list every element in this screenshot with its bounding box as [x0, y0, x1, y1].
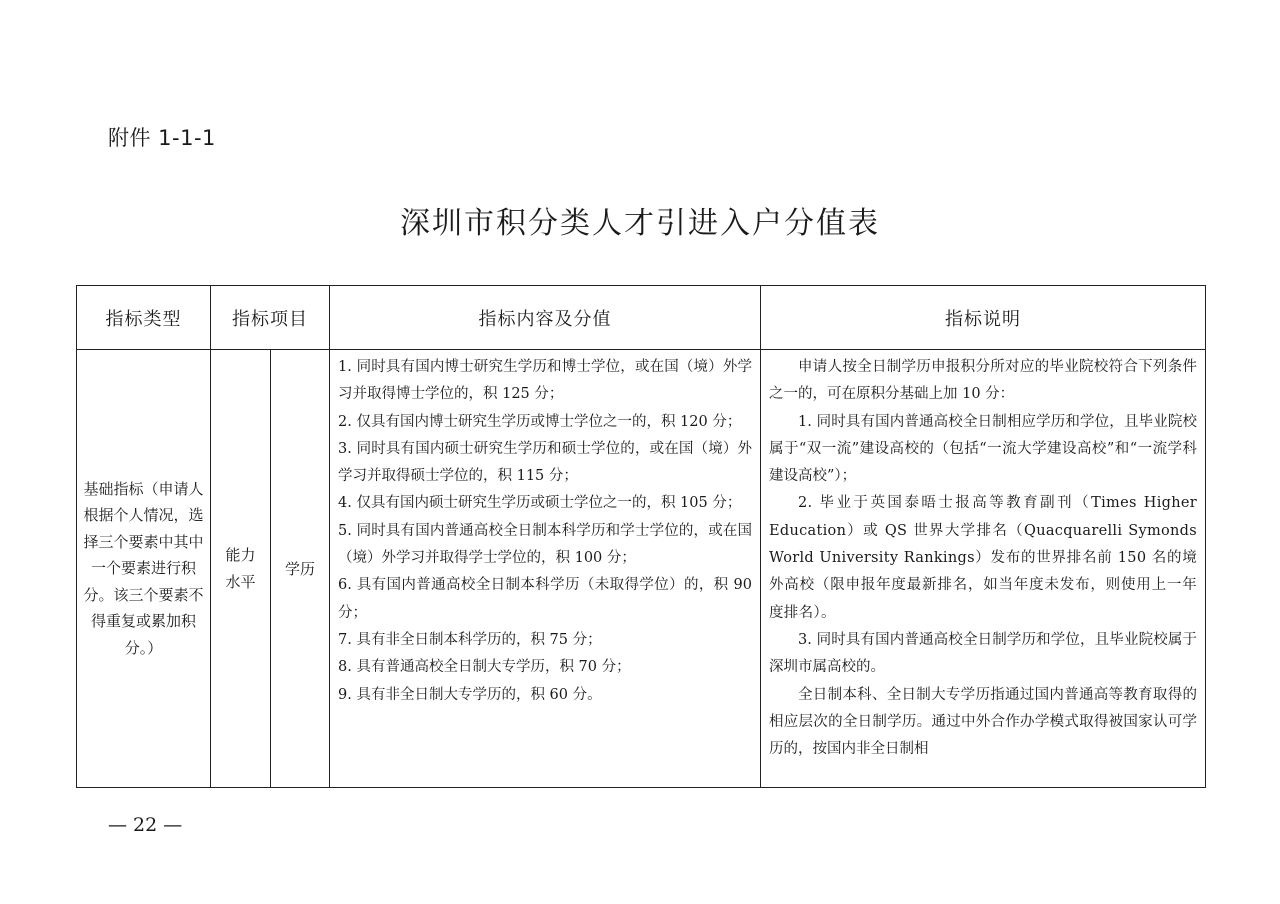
- content-item-4: 4. 仅具有国内硕士研究生学历或硕士学位之一的，积 105 分；: [338, 495, 742, 512]
- content-item-1: 1. 同时具有国内博士研究生学历和博士学位，或在国（境）外学习并取得博士学位的，积 125 分；: [338, 359, 752, 403]
- content-item-5: 5. 同时具有国内普通高校全日制本科学历和学士学位的，或在国（境）外学习并取得学士学位的，积 100 分；: [338, 522, 752, 567]
- content-item-3: 3. 同时具有国内硕士研究生学历和硕士学位的，或在国（境）外学习并取得硕士学位的，积 115 分；: [338, 440, 752, 485]
- note-item-2: 2. 毕业于英国泰晤士报高等教育副刊（Times Higher Education）或 QS 世界大学排名（Quacquarelli Symonds World University Rankings）发布的世界排名前 150 名的境外高校（限申报年度最新排名，如当年度未发布，则使用上一年度排名）。: [769, 495, 1197, 621]
- content-item-8: 8. 具有普通高校全日制大专学历，积 70 分；: [338, 659, 631, 676]
- note-fulltime-definition: 全日制本科、全日制大专学历指通过国内普通高等教育取得的相应层次的全日制学历。通过中外合作办学模式取得被国家认可学历的，按国内非全日制相: [769, 686, 1197, 758]
- content-item-9: 9. 具有非全日制大专学历的，积 60 分。: [338, 686, 602, 703]
- header-content: 指标内容及分值: [330, 286, 761, 350]
- note-item-1: 1. 同时具有国内普通高校全日制相应学历和学位，且毕业院校属于“双一流”建设高校的（包括“一流大学建设高校”和“一流学科建设高校”）；: [769, 413, 1197, 485]
- content-item-6: 6. 具有国内普通高校全日制本科学历（未取得学位）的，积 90 分；: [338, 577, 752, 621]
- content-item-2: 2. 仅具有国内博士研究生学历或博士学位之一的，积 120 分；: [338, 413, 742, 430]
- note-item-3: 3. 同时具有国内普通高校全日制学历和学位，且毕业院校属于深圳市属高校的。: [769, 631, 1197, 676]
- note-intro: 申请人按全日制学历申报积分所对应的毕业院校符合下列条件之一的，可在原积分基础上加 10 分：: [769, 359, 1197, 403]
- score-table: [76, 285, 1206, 788]
- indicator-note-cell: [761, 350, 1206, 788]
- header-note: 指标说明: [761, 286, 1206, 350]
- indicator-item-main: 能力水平: [225, 545, 256, 591]
- document-title: 深圳市积分类人才引进入户分值表: [400, 206, 880, 241]
- header-item: 指标项目: [211, 286, 330, 350]
- attachment-label: 附件 1-1-1: [108, 126, 216, 150]
- header-type: 指标类型: [77, 286, 211, 350]
- indicator-content-cell: [330, 350, 761, 788]
- indicator-type-cell: 基础指标（申请人根据个人情况，选择三个要素中其中一个要素进行积分。该三个要素不得重复或累加积分。）: [77, 350, 211, 788]
- indicator-item-main-cell: [211, 350, 271, 788]
- page-number: — 22 —: [108, 814, 183, 836]
- table-row: [77, 350, 1206, 788]
- table-header-row: [77, 286, 1206, 350]
- content-item-7: 7. 具有非全日制本科学历的，积 75 分；: [338, 631, 602, 648]
- indicator-item-sub-cell: 学历: [271, 350, 330, 788]
